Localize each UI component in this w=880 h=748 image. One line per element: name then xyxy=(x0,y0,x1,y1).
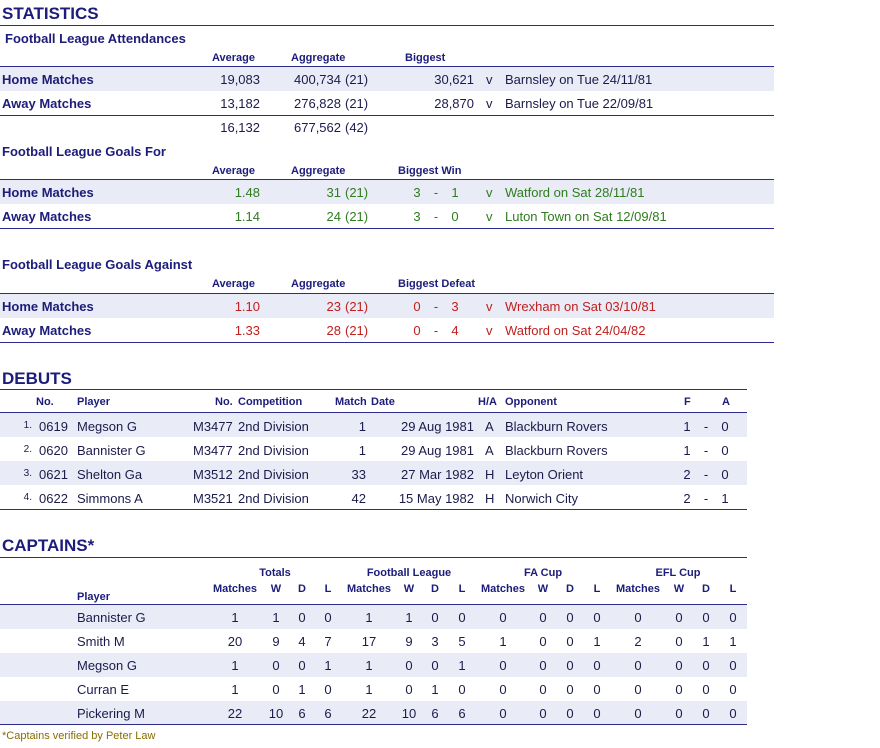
score-dash: - xyxy=(433,185,439,200)
statistics-title: STATISTICS xyxy=(2,4,99,23)
debut-number: 0621 xyxy=(39,467,68,482)
versus: v xyxy=(486,299,493,314)
table-bottom-line xyxy=(0,342,774,343)
aggregate-value: 24 xyxy=(326,209,341,224)
captain-stat: 0 xyxy=(499,610,507,625)
match-detail: Wrexham on Sat 03/10/81 xyxy=(505,299,656,314)
debut-ha: H xyxy=(485,467,495,482)
debut-match-no: M3477 xyxy=(193,443,233,458)
debut-match-no: M3477 xyxy=(193,419,233,434)
captain-stat: 6 xyxy=(458,706,466,721)
header-match: Match xyxy=(335,396,367,408)
captain-name: Bannister G xyxy=(77,610,146,625)
sub-header: D xyxy=(298,583,306,595)
sub-header: L xyxy=(729,583,737,595)
aggregate-value: 31 xyxy=(326,185,341,200)
captain-stat: 0 xyxy=(566,706,574,721)
debut-dash: - xyxy=(703,491,709,506)
debut-index: 2. xyxy=(23,444,32,455)
captain-stat: 0 xyxy=(499,706,507,721)
header-average: Average xyxy=(211,52,255,64)
captain-stat: 1 xyxy=(231,610,239,625)
table-bottom-line xyxy=(0,724,747,725)
sub-header: Matches xyxy=(212,583,258,595)
captain-name: Curran E xyxy=(77,682,130,697)
debut-dash: - xyxy=(703,419,709,434)
total-average: 16,132 xyxy=(220,120,260,135)
sub-header: Matches xyxy=(615,583,661,595)
average-value: 13,182 xyxy=(220,96,260,111)
header-aggregate: Aggregate xyxy=(291,52,346,64)
debut-ha: A xyxy=(485,419,494,434)
captain-stat: 10 xyxy=(268,706,284,721)
aggregate-games: (21) xyxy=(345,323,369,338)
score-against: 3 xyxy=(451,299,459,314)
versus: v xyxy=(486,185,493,200)
captain-stat: 0 xyxy=(675,658,683,673)
average-value: 1.48 xyxy=(234,185,260,200)
debut-match: 1 xyxy=(358,443,366,458)
captain-stat: 0 xyxy=(729,610,737,625)
captain-stat: 0 xyxy=(539,706,547,721)
debut-player: Megson G xyxy=(77,419,137,434)
captain-stat: 0 xyxy=(431,610,439,625)
captain-stat: 7 xyxy=(324,634,332,649)
debut-a: 0 xyxy=(721,467,729,482)
captain-stat: 0 xyxy=(539,610,547,625)
captain-stat: 0 xyxy=(405,658,413,673)
captain-stat: 0 xyxy=(702,682,710,697)
row-label: Away Matches xyxy=(2,209,92,224)
aggregate-games: (21) xyxy=(345,299,369,314)
captain-stat: 1 xyxy=(365,682,373,697)
match-detail: Barnsley on Tue 24/11/81 xyxy=(505,72,653,87)
debut-opponent: Blackburn Rovers xyxy=(505,443,608,458)
header-average: Average xyxy=(211,165,255,177)
sub-header: D xyxy=(431,583,439,595)
captain-stat: 0 xyxy=(729,706,737,721)
captain-stat: 1 xyxy=(405,610,413,625)
captain-stat: 1 xyxy=(702,634,710,649)
captain-stat: 0 xyxy=(702,706,710,721)
average-value: 1.14 xyxy=(234,209,260,224)
header-no: No. xyxy=(36,396,54,408)
debut-a: 0 xyxy=(721,443,729,458)
captain-stat: 0 xyxy=(539,634,547,649)
captain-stat: 0 xyxy=(634,610,642,625)
sub-header: Matches xyxy=(346,583,392,595)
captain-name: Megson G xyxy=(77,658,137,673)
header-aggregate: Aggregate xyxy=(291,165,346,177)
score-dash: - xyxy=(433,323,439,338)
aggregate-value: 276,828 xyxy=(294,96,341,111)
debut-player: Shelton Ga xyxy=(77,467,143,482)
header-player: Player xyxy=(77,396,111,408)
debut-dash: - xyxy=(703,443,709,458)
captain-stat: 1 xyxy=(298,682,306,697)
captain-stat: 1 xyxy=(365,658,373,673)
total-aggregate-games: (42) xyxy=(345,120,369,135)
captain-stat: 1 xyxy=(324,658,332,673)
captain-stat: 1 xyxy=(231,682,239,697)
match-detail: Watford on Sat 28/11/81 xyxy=(505,185,645,200)
score-against: 4 xyxy=(451,323,459,338)
row-band xyxy=(0,67,774,91)
captain-stat: 0 xyxy=(499,682,507,697)
table-bottom-line xyxy=(0,228,774,229)
row-band xyxy=(0,180,774,204)
captain-stat: 0 xyxy=(272,658,280,673)
goals_for-title: Football League Goals For xyxy=(2,144,166,159)
debut-f: 1 xyxy=(683,443,691,458)
group-header: Football League xyxy=(366,567,452,579)
sub-header: L xyxy=(593,583,601,595)
captain-stat: 1 xyxy=(231,658,239,673)
captain-stat: 0 xyxy=(324,610,332,625)
aggregate-value: 400,734 xyxy=(294,72,341,87)
captain-stat: 3 xyxy=(431,634,439,649)
row-band xyxy=(0,294,774,318)
biggest-value: 30,621 xyxy=(434,72,474,87)
header-biggest: Biggest xyxy=(405,52,446,64)
sub-header: W xyxy=(673,583,685,595)
debut-match-no: M3521 xyxy=(193,491,233,506)
captain-stat: 2 xyxy=(634,634,642,649)
captain-stat: 0 xyxy=(405,682,413,697)
footnote: *Captains verified by Peter Law xyxy=(2,730,156,742)
captain-stat: 0 xyxy=(539,658,547,673)
sub-header: W xyxy=(270,583,282,595)
captain-stat: 0 xyxy=(675,682,683,697)
score-against: 1 xyxy=(451,185,459,200)
captain-stat: 0 xyxy=(272,682,280,697)
table-bottom-line xyxy=(0,115,774,116)
captain-name: Pickering M xyxy=(77,706,145,721)
match-detail: Luton Town on Sat 12/09/81 xyxy=(505,209,667,224)
sub-header: Matches xyxy=(480,583,526,595)
debut-match-no: M3512 xyxy=(193,467,233,482)
debuts-title: DEBUTS xyxy=(2,369,72,388)
sub-header: W xyxy=(537,583,549,595)
captain-stat: 0 xyxy=(566,634,574,649)
group-header: EFL Cup xyxy=(655,567,701,579)
captain-stat: 1 xyxy=(272,610,280,625)
score-for: 0 xyxy=(413,299,421,314)
sub-header: L xyxy=(324,583,332,595)
debut-date: 29 Aug 1981 xyxy=(400,443,474,458)
average-value: 19,083 xyxy=(220,72,260,87)
group-header: FA Cup xyxy=(523,567,563,579)
debut-index: 3. xyxy=(23,468,32,479)
debut-f: 1 xyxy=(683,419,691,434)
versus: v xyxy=(486,209,493,224)
captain-stat: 0 xyxy=(675,706,683,721)
section-underline xyxy=(0,25,774,26)
captain-stat: 0 xyxy=(298,658,306,673)
attendances-title: Football League Attendances xyxy=(5,31,186,46)
header-aggregate: Aggregate xyxy=(291,278,346,290)
captain-stat: 0 xyxy=(729,658,737,673)
header-match-no: No. xyxy=(215,396,233,408)
row-label: Away Matches xyxy=(2,96,92,111)
average-value: 1.10 xyxy=(234,299,260,314)
row-label: Home Matches xyxy=(2,72,94,87)
debut-a: 1 xyxy=(721,491,729,506)
goals_against-title: Football League Goals Against xyxy=(2,257,193,272)
captain-stat: 0 xyxy=(499,658,507,673)
player-header: Player xyxy=(77,591,111,603)
captain-stat: 0 xyxy=(566,658,574,673)
debut-match: 42 xyxy=(351,491,366,506)
match-detail: Watford on Sat 24/04/82 xyxy=(505,323,646,338)
debut-date: 27 Mar 1982 xyxy=(401,467,474,482)
debut-index: 1. xyxy=(23,420,32,431)
captain-stat: 10 xyxy=(401,706,417,721)
captain-stat: 0 xyxy=(593,658,601,673)
captain-stat: 22 xyxy=(361,706,377,721)
captain-stat: 1 xyxy=(458,658,466,673)
captain-stat: 0 xyxy=(702,658,710,673)
captain-stat: 9 xyxy=(405,634,413,649)
captain-stat: 0 xyxy=(593,682,601,697)
row-label: Home Matches xyxy=(2,185,94,200)
score-against: 0 xyxy=(451,209,459,224)
captain-stat: 0 xyxy=(634,682,642,697)
aggregate-games: (21) xyxy=(345,72,369,87)
debut-competition: 2nd Division xyxy=(238,491,309,506)
captain-stat: 0 xyxy=(566,682,574,697)
captain-stat: 0 xyxy=(298,610,306,625)
captain-stat: 4 xyxy=(298,634,306,649)
header-ha: H/A xyxy=(478,396,497,408)
aggregate-value: 28 xyxy=(326,323,341,338)
debut-number: 0622 xyxy=(39,491,68,506)
debut-player: Bannister G xyxy=(77,443,146,458)
captain-stat: 5 xyxy=(458,634,466,649)
captain-stat: 6 xyxy=(324,706,332,721)
debut-match: 33 xyxy=(351,467,366,482)
debut-number: 0619 xyxy=(39,419,68,434)
row-label: Away Matches xyxy=(2,323,92,338)
sub-header: D xyxy=(702,583,710,595)
debut-player: Simmons A xyxy=(77,491,143,506)
debut-a: 0 xyxy=(721,419,729,434)
captain-stat: 0 xyxy=(458,682,466,697)
captain-stat: 0 xyxy=(566,610,574,625)
captain-stat: 0 xyxy=(593,706,601,721)
total-aggregate: 677,562 xyxy=(294,120,341,135)
debut-ha: H xyxy=(485,491,495,506)
captain-stat: 6 xyxy=(298,706,306,721)
versus: v xyxy=(486,96,493,111)
debut-number: 0620 xyxy=(39,443,68,458)
header-opponent: Opponent xyxy=(505,396,557,408)
captain-stat: 0 xyxy=(675,634,683,649)
captain-stat: 9 xyxy=(272,634,280,649)
captain-stat: 0 xyxy=(539,682,547,697)
aggregate-value: 23 xyxy=(326,299,341,314)
debut-f: 2 xyxy=(683,491,691,506)
debut-opponent: Leyton Orient xyxy=(505,467,584,482)
header-date: Date xyxy=(371,396,395,408)
debut-date: 15 May 1982 xyxy=(398,491,474,506)
score-dash: - xyxy=(433,209,439,224)
versus: v xyxy=(486,72,493,87)
captain-stat: 0 xyxy=(729,682,737,697)
score-for: 0 xyxy=(413,323,421,338)
section-underline xyxy=(0,557,747,558)
captain-stat: 1 xyxy=(593,634,601,649)
aggregate-games: (21) xyxy=(345,209,369,224)
debut-competition: 2nd Division xyxy=(238,443,309,458)
debut-date: 29 Aug 1981 xyxy=(400,419,474,434)
debut-competition: 2nd Division xyxy=(238,467,309,482)
group-header: Totals xyxy=(259,567,291,579)
captain-stat: 0 xyxy=(458,610,466,625)
captain-stat: 17 xyxy=(361,634,377,649)
debut-opponent: Blackburn Rovers xyxy=(505,419,608,434)
captain-stat: 0 xyxy=(431,658,439,673)
captain-stat: 6 xyxy=(431,706,439,721)
score-dash: - xyxy=(433,299,439,314)
score-for: 3 xyxy=(413,185,421,200)
captain-stat: 0 xyxy=(675,610,683,625)
debut-index: 4. xyxy=(23,492,32,503)
captain-stat: 20 xyxy=(227,634,243,649)
debut-f: 2 xyxy=(683,467,691,482)
section-underline xyxy=(0,389,747,390)
captain-name: Smith M xyxy=(77,634,125,649)
biggest-value: 28,870 xyxy=(434,96,474,111)
versus: v xyxy=(486,323,493,338)
aggregate-games: (21) xyxy=(345,96,369,111)
aggregate-games: (21) xyxy=(345,185,369,200)
table-bottom-line xyxy=(0,509,747,510)
sub-header: L xyxy=(458,583,466,595)
captain-stat: 0 xyxy=(324,682,332,697)
captain-stat: 1 xyxy=(729,634,737,649)
sub-header: W xyxy=(403,583,415,595)
captain-stat: 1 xyxy=(365,610,373,625)
debut-match: 1 xyxy=(358,419,366,434)
row-label: Home Matches xyxy=(2,299,94,314)
captain-stat: 1 xyxy=(431,682,439,697)
debut-ha: A xyxy=(485,443,494,458)
debut-dash: - xyxy=(703,467,709,482)
debut-opponent: Norwich City xyxy=(505,491,578,506)
captain-stat: 1 xyxy=(499,634,507,649)
header-a: A xyxy=(722,396,730,408)
score-for: 3 xyxy=(413,209,421,224)
captain-stat: 0 xyxy=(634,658,642,673)
captain-stat: 0 xyxy=(702,610,710,625)
match-detail: Barnsley on Tue 22/09/81 xyxy=(505,96,654,111)
header-average: Average xyxy=(211,278,255,290)
header-biggest: Biggest Defeat xyxy=(398,278,476,290)
captain-stat: 22 xyxy=(227,706,243,721)
debut-competition: 2nd Division xyxy=(238,419,309,434)
sub-header: D xyxy=(566,583,574,595)
captain-stat: 0 xyxy=(593,610,601,625)
captain-stat: 0 xyxy=(634,706,642,721)
header-competition: Competition xyxy=(238,396,303,408)
captains-title: CAPTAINS* xyxy=(2,536,95,555)
average-value: 1.33 xyxy=(234,323,260,338)
header-f: F xyxy=(684,396,691,408)
header-biggest: Biggest Win xyxy=(398,165,462,177)
